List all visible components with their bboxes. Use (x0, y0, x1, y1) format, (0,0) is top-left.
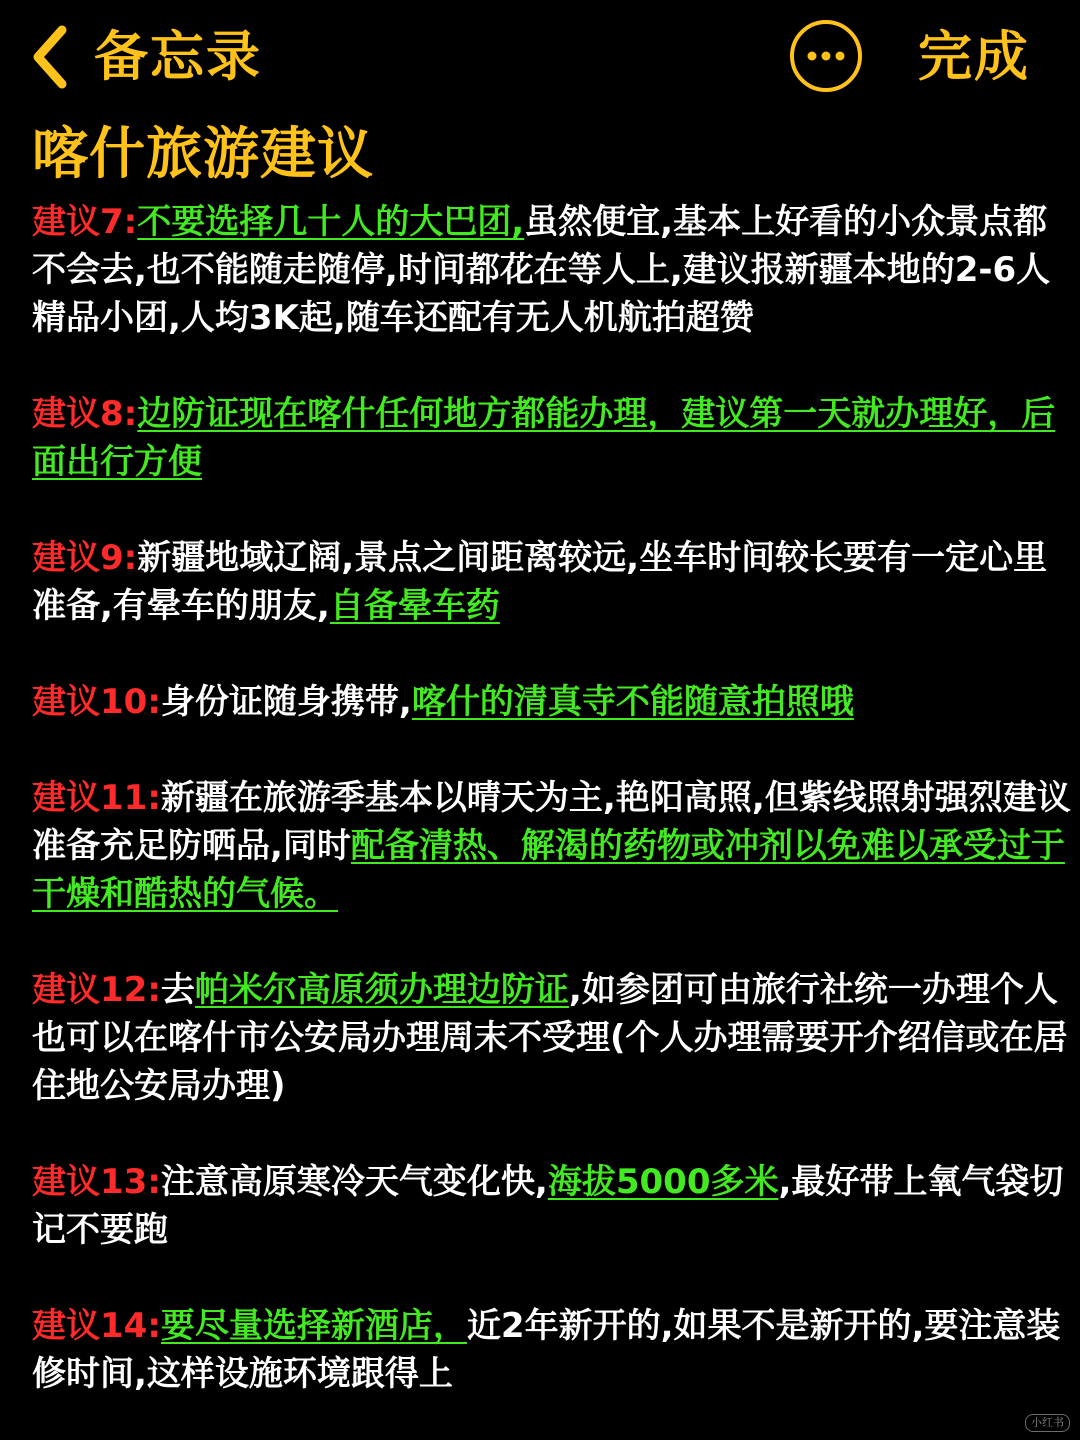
tip-text: 注意高原寒冷天气变化快, (160, 1162, 548, 1202)
tip-label: 建议7: (32, 202, 138, 242)
tip-label: 建议10: (32, 682, 161, 722)
tip-highlight: 帕米尔高原须办理边防证 (194, 970, 569, 1010)
tip-text: ,最好带上氧气袋切记不要跑 (32, 1162, 1064, 1250)
more-options-button[interactable] (790, 20, 862, 92)
tip-label: 建议8: (32, 394, 138, 434)
tip-12 (32, 966, 1072, 1110)
ellipsis-icon (806, 50, 846, 62)
tip-8 (32, 390, 1072, 486)
tip-11 (32, 774, 1072, 918)
back-button-label: 备忘录 (94, 25, 262, 88)
done-button[interactable]: 完成 (918, 25, 1030, 88)
tip-highlight: 不要选择几十人的大巴团, (137, 202, 525, 242)
tip-highlight: 要尽量选择新酒店， (160, 1306, 467, 1346)
tip-label: 建议13: (32, 1162, 161, 1202)
tip-10 (32, 678, 1072, 726)
tip-text: 新疆地域辽阔,景点之间距离较远,坐车时间较长要有一定心里准备,有晕车的朋友, (32, 538, 1048, 626)
tip-highlight: 海拔5000多米 (547, 1162, 779, 1202)
tip-label: 建议14: (32, 1306, 161, 1346)
tip-text: 新疆在旅游季基本以晴天为主,艳阳高照,但紫线照射强烈建议准备充足防晒品,同时 (32, 778, 1071, 866)
back-button[interactable] (28, 22, 262, 92)
tip-highlight: 喀什的清真寺不能随意拍照哦 (411, 682, 854, 722)
tip-13 (32, 1158, 1072, 1254)
tip-highlight: 自备晕车药 (329, 586, 500, 626)
tip-9 (32, 534, 1072, 630)
tip-text: ,如参团可由旅行社统一办理个人也可以在喀什市公安局办理周末不受理(个人办理需要开介绍信或在居住地公安局办理) (32, 970, 1068, 1106)
note-title: 喀什旅游建议 (32, 122, 374, 187)
tip-text: 去 (160, 970, 195, 1010)
tip-14 (32, 1302, 1072, 1398)
watermark: 小红书 (1025, 1414, 1070, 1432)
tip-label: 建议12: (32, 970, 161, 1010)
tip-highlight: 配备清热、解渴的药物或冲剂以免难以承受过于干燥和酷热的气候。 (32, 826, 1065, 914)
tip-highlight: 边防证现在喀什任何地方都能办理，建议第一天就办理好，后面出行方便 (32, 394, 1056, 482)
tip-7 (32, 198, 1072, 342)
note-body[interactable] (32, 198, 1072, 1398)
tip-label: 建议9: (32, 538, 138, 578)
tip-text: 虽然便宜,基本上好看的小众景点都不会去,也不能随走随停,时间都花在等人上,建议报新疆本地的2-6人精品小团,人均3K起,随车还配有无人机航拍超赞 (32, 202, 1051, 338)
navigation-bar (0, 0, 1080, 115)
tip-text: 身份证随身携带, (160, 682, 412, 722)
chevron-left-icon (28, 22, 72, 92)
tip-text: 近2年新开的,如果不是新开的,要注意装修时间,这样设施环境跟得上 (32, 1306, 1061, 1394)
tip-label: 建议11: (32, 778, 161, 818)
